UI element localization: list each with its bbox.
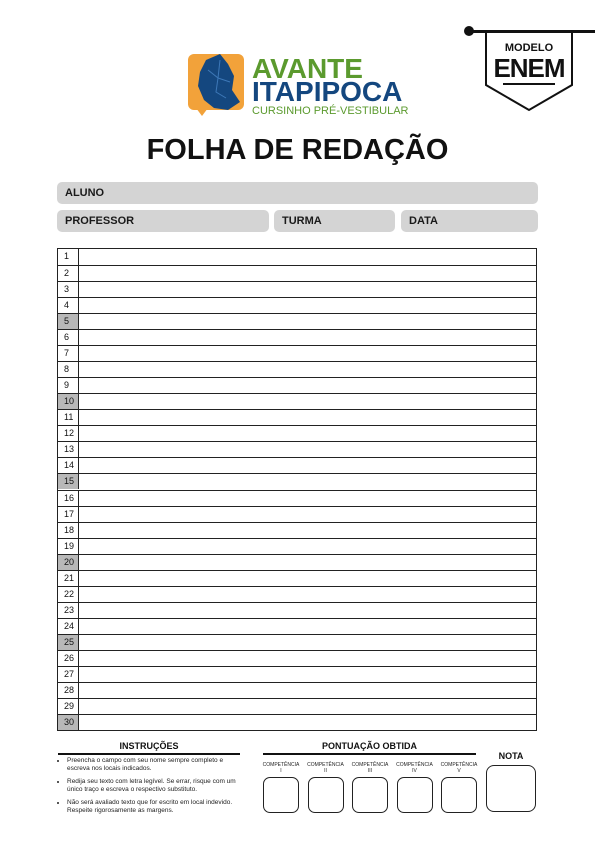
line-number: 13: [58, 442, 79, 457]
competencia-label: COMPETÊNCIA V: [440, 762, 478, 774]
nota-box[interactable]: [486, 765, 536, 812]
tag-main-text: ENEM: [493, 53, 565, 83]
nota-label: NOTA: [498, 751, 524, 761]
writing-line[interactable]: [58, 313, 536, 329]
data-field[interactable]: [401, 210, 538, 232]
writing-line[interactable]: [58, 345, 536, 361]
line-number: 3: [58, 282, 79, 297]
writing-line[interactable]: [58, 249, 536, 265]
writing-line[interactable]: [58, 409, 536, 425]
instruction-item: • Preencha o campo com seu nome sempre completo e escreva nos locais indicados.: [67, 757, 243, 773]
line-number: 14: [58, 458, 79, 473]
tag-top-text: MODELO: [504, 42, 554, 54]
aluno-label: ALUNO: [65, 187, 105, 199]
line-number: 6: [58, 330, 79, 345]
writing-line[interactable]: [58, 506, 536, 522]
line-number: 12: [58, 426, 79, 441]
writing-line[interactable]: [58, 377, 536, 393]
logo-line3: CURSINHO PRÉ-VESTIBULAR: [252, 105, 409, 117]
line-number: 24: [58, 619, 79, 634]
line-number: 9: [58, 378, 79, 393]
competencia-box[interactable]: [441, 777, 477, 813]
writing-line[interactable]: [58, 281, 536, 297]
competencia-box[interactable]: [352, 777, 388, 813]
writing-line[interactable]: [58, 602, 536, 618]
line-number: 17: [58, 507, 79, 522]
instruction-item: • Redija seu texto com letra legível. Se errar, risque com um único traço e escreva o respectivo substituto.: [67, 778, 243, 794]
writing-line[interactable]: [58, 666, 536, 682]
line-number: 4: [58, 298, 79, 313]
competencia-label: COMPETÊNCIA III: [351, 762, 389, 774]
writing-line[interactable]: [58, 329, 536, 345]
line-number: 15: [58, 474, 79, 489]
line-number: 7: [58, 346, 79, 361]
competencia-label: COMPETÊNCIA I: [262, 762, 300, 774]
writing-line[interactable]: [58, 714, 536, 730]
line-number: 23: [58, 603, 79, 618]
writing-sheet[interactable]: [57, 248, 537, 731]
line-number: 26: [58, 651, 79, 666]
line-number: 25: [58, 635, 79, 650]
line-number: 29: [58, 699, 79, 714]
competencia-box[interactable]: [397, 777, 433, 813]
writing-line[interactable]: [58, 698, 536, 714]
writing-line[interactable]: [58, 586, 536, 602]
data-label: DATA: [409, 215, 438, 227]
turma-label: TURMA: [282, 215, 322, 227]
line-number: 18: [58, 523, 79, 538]
instructions-list: [58, 757, 243, 820]
writing-line[interactable]: [58, 361, 536, 377]
page-title: FOLHA DE REDAÇÃO: [146, 134, 449, 166]
writing-line[interactable]: [58, 538, 536, 554]
competencia-label: COMPETÊNCIA II: [307, 762, 344, 774]
score-title: PONTUAÇÃO OBTIDA: [322, 741, 417, 751]
line-number: 19: [58, 539, 79, 554]
writing-line[interactable]: [58, 682, 536, 698]
writing-line[interactable]: [58, 425, 536, 441]
competencia-box[interactable]: [263, 777, 299, 813]
logo-line2: ITAPIPOCA: [252, 76, 403, 107]
line-number: 28: [58, 683, 79, 698]
writing-line[interactable]: [58, 618, 536, 634]
writing-line[interactable]: [58, 473, 536, 489]
tag-rule: [503, 83, 555, 85]
competencia-label: COMPETÊNCIA IV: [396, 762, 433, 774]
instruction-item: • Não será avaliado texto que for escrito em local indevido. Respeite rigorosamente as margens.: [67, 799, 243, 815]
line-number: 1: [58, 249, 79, 265]
line-number: 22: [58, 587, 79, 602]
writing-line[interactable]: [58, 490, 536, 506]
writing-line[interactable]: [58, 393, 536, 409]
line-number: 8: [58, 362, 79, 377]
logo-line1: AVANTE: [252, 53, 363, 84]
writing-line[interactable]: [58, 297, 536, 313]
line-number: 30: [58, 715, 79, 730]
logo-map-icon: [188, 50, 248, 116]
writing-line[interactable]: [58, 457, 536, 473]
writing-line[interactable]: [58, 634, 536, 650]
writing-line[interactable]: [58, 265, 536, 281]
writing-line[interactable]: [58, 570, 536, 586]
line-number: 10: [58, 394, 79, 409]
instructions-title: INSTRUÇÕES: [119, 741, 179, 751]
writing-line[interactable]: [58, 522, 536, 538]
line-number: 11: [58, 410, 79, 425]
professor-label: PROFESSOR: [65, 215, 135, 227]
writing-line[interactable]: [58, 441, 536, 457]
competencia-box[interactable]: [308, 777, 344, 813]
line-number: 20: [58, 555, 79, 570]
line-number: 2: [58, 266, 79, 281]
aluno-field[interactable]: [57, 182, 538, 204]
line-number: 21: [58, 571, 79, 586]
professor-field[interactable]: [57, 210, 269, 232]
line-number: 5: [58, 314, 79, 329]
writing-line[interactable]: [58, 554, 536, 570]
score-rule: [263, 753, 476, 755]
writing-line[interactable]: [58, 650, 536, 666]
line-number: 16: [58, 491, 79, 506]
turma-field[interactable]: [274, 210, 395, 232]
instructions-rule: [58, 753, 240, 755]
line-number: 27: [58, 667, 79, 682]
